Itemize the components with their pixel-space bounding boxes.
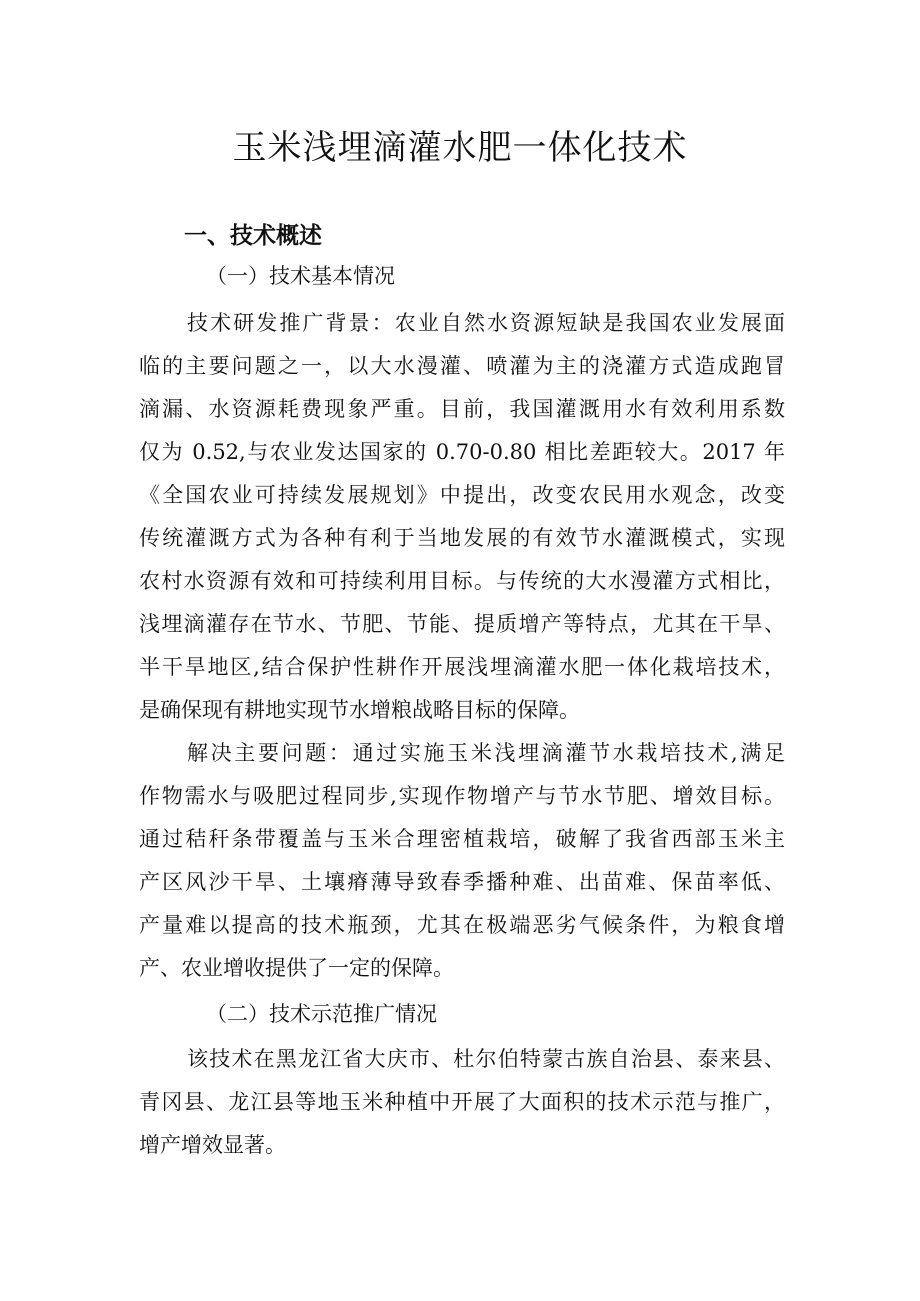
paragraph-line: 仅为 0.52,与农业发达国家的 0.70-0.80 相比差距较大。2017 年: [139, 440, 785, 464]
paragraph-line: 产量难以提高的技术瓶颈，尤其在极端恶劣气候条件，为粮食增: [139, 913, 785, 937]
paragraph-line: 通过秸秆条带覆盖与玉米合理密植栽培，破解了我省西部玉米主: [139, 827, 785, 851]
paragraph-demonstration: [139, 1038, 785, 1167]
paragraph-line: 解决主要问题：通过实施玉米浅埋滴灌节水栽培技术,满足: [187, 741, 785, 765]
paragraph-line: 增产增效显著。: [139, 1133, 286, 1157]
paragraph-line: 临的主要问题之一，以大水漫灌、喷灌为主的浇灌方式造成跑冒: [139, 354, 785, 378]
paragraph-line: 浅埋滴灌存在节水、节肥、节能、提质增产等特点，尤其在干旱、: [139, 612, 785, 636]
paragraph-line: 该技术在黑龙江省大庆市、杜尔伯特蒙古族自治县、泰来县、: [187, 1047, 785, 1071]
paragraph-line: 农村水资源有效和可持续利用目标。与传统的大水漫灌方式相比，: [139, 569, 785, 593]
paragraph-line: 是确保现有耕地实现节水增粮战略目标的保障。: [139, 698, 580, 722]
document-title: 玉米浅埋滴灌水肥一体化技术: [232, 128, 688, 168]
section-heading-overview: 一、技术概述: [184, 223, 322, 249]
paragraph-line: 青冈县、龙江县等地玉米种植中开展了大面积的技术示范与推广，: [139, 1090, 785, 1114]
paragraph-background: [139, 302, 785, 732]
paragraph-line: 半干旱地区,结合保护性耕作开展浅埋滴灌水肥一体化栽培技术，: [139, 655, 785, 679]
paragraph-line: 《全国农业可持续发展规划》中提出，改变农民用水观念，改变: [139, 483, 785, 507]
paragraph-line: 传统灌溉方式为各种有利于当地发展的有效节水灌溉模式，实现: [139, 526, 785, 550]
subsection-heading-demonstration: （二）技术示范推广情况: [206, 1002, 437, 1026]
paragraph-line: 作物需水与吸肥过程同步,实现作物增产与节水节肥、增效目标。: [139, 784, 785, 808]
paragraph-line: 产、农业增收提供了一定的保障。: [139, 956, 454, 980]
paragraph-line: 技术研发推广背景：农业自然水资源短缺是我国农业发展面: [187, 311, 785, 335]
paragraph-line: 滴漏、水资源耗费现象严重。目前，我国灌溉用水有效利用系数: [139, 397, 785, 421]
subsection-heading-basic-info: （一）技术基本情况: [206, 264, 395, 288]
paragraph-line: 产区风沙干旱、土壤瘠薄导致春季播种难、出苗难、保苗率低、: [139, 870, 785, 894]
paragraph-main-problems: [139, 732, 785, 990]
